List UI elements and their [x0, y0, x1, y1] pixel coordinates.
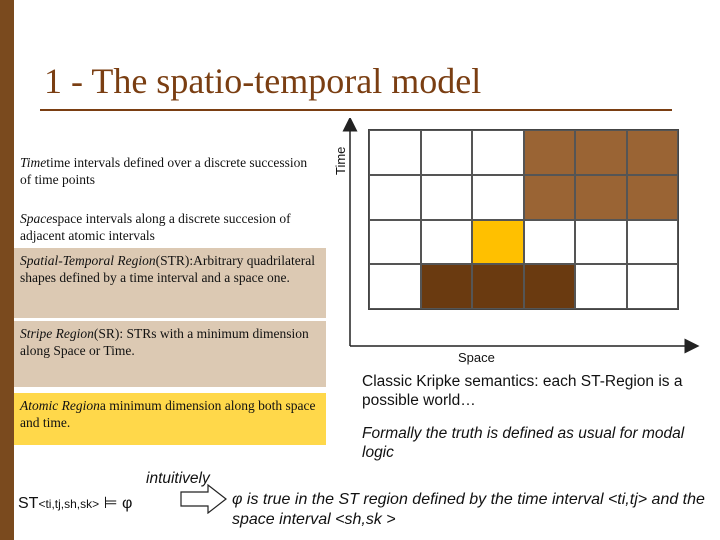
grid-cell: [472, 175, 524, 220]
grid-cell: [575, 220, 627, 265]
definition-time-term: Time: [20, 155, 47, 170]
grid-cell: [421, 220, 473, 265]
left-accent-bar: [0, 0, 14, 540]
grid-cell: [575, 264, 627, 309]
grid-cell: [627, 175, 679, 220]
grid-cell: [369, 264, 421, 309]
definition-stripe-region: [14, 321, 326, 387]
definition-sr-text: (SR): STRs with a minimum dimension along Space or Time.: [20, 326, 309, 358]
formula-tail: ⊨ φ: [99, 495, 133, 512]
formula-meaning: φ is true in the ST region defined by the time interval <ti,tj> and the space interval <sh,sk >: [232, 491, 705, 528]
space-time-grid: [368, 129, 679, 310]
grid-cell: [524, 175, 576, 220]
grid-cell: [524, 220, 576, 265]
definition-time: [14, 150, 326, 192]
definition-ar-term: Atomic Region: [20, 398, 100, 413]
definition-space-text: space intervals along a discrete succesion of adjacent atomic intervals: [20, 211, 291, 243]
formula-head: ST: [18, 495, 39, 512]
kripke-semantics-note: Classic Kripke semantics: each ST-Region is a possible world…: [362, 373, 683, 409]
grid-cell: [575, 175, 627, 220]
definition-atomic-region: [14, 393, 326, 445]
time-axis-label: Time: [333, 146, 348, 175]
definition-sr-term: Stripe Region: [20, 326, 94, 341]
grid-cell: [421, 175, 473, 220]
grid-cell: [472, 220, 524, 265]
satisfaction-formula: [18, 493, 132, 513]
title-underline: [40, 109, 672, 111]
grid-cell: [421, 130, 473, 175]
definition-space-term: Space: [20, 211, 53, 226]
definition-space: [14, 206, 326, 248]
definition-str-term: Spatial-Temporal Region: [20, 253, 156, 268]
grid-cell: [524, 264, 576, 309]
slide-title: 1 - The spatio-temporal model: [44, 61, 482, 101]
grid-cell: [421, 264, 473, 309]
space-axis-label: Space: [458, 350, 495, 365]
grid-cell: [369, 175, 421, 220]
block-arrow-icon: [180, 484, 228, 514]
grid-cell: [627, 264, 679, 309]
grid-cell: [472, 264, 524, 309]
grid-cell: [627, 130, 679, 175]
definition-ar-text: a minimum dimension along both space and time.: [20, 398, 316, 430]
grid-cell: [524, 130, 576, 175]
formula-args: <ti,tj,sh,sk>: [38, 497, 100, 511]
grid-cell: [575, 130, 627, 175]
grid-cell: [369, 130, 421, 175]
intuitively-label: intuitively: [146, 470, 210, 487]
definition-str-text: (STR):Arbitrary quadrilateral shapes defined by a time interval and a space one.: [20, 253, 315, 285]
definition-time-text: time intervals defined over a discrete succession of time points: [20, 155, 308, 187]
formal-truth-note: Formally the truth is defined as usual for modal logic: [362, 425, 685, 461]
grid-cell: [627, 220, 679, 265]
grid-cell: [472, 130, 524, 175]
grid-cell: [369, 220, 421, 265]
definition-spatial-temporal-region: [14, 248, 326, 318]
